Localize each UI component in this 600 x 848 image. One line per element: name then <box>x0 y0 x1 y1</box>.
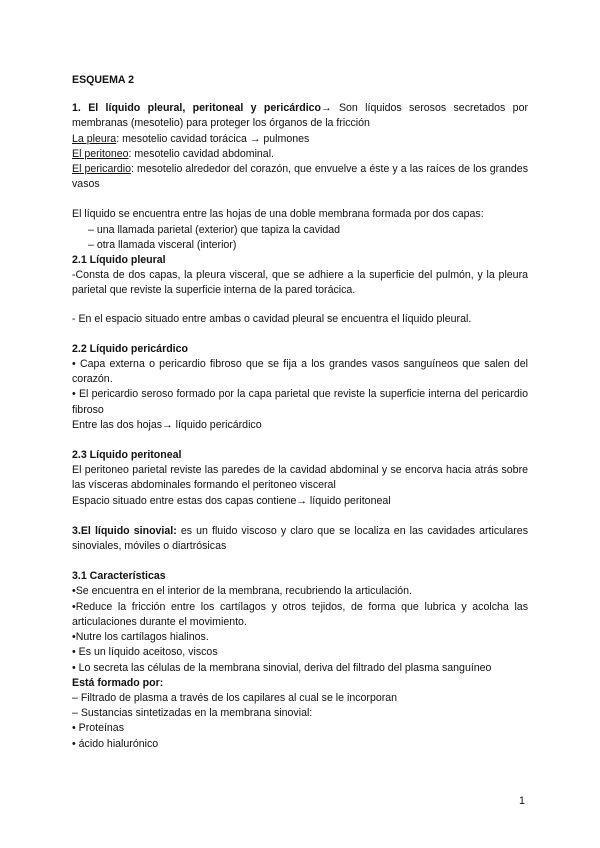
capa-parietal: – una llamada parietal (exterior) que tapiza la cavidad <box>88 223 341 236</box>
pericardio-line <box>72 162 528 192</box>
section-2-2-heading-text: 2.2 Líquido pericárdico <box>72 342 188 355</box>
section-3-heading: 3.El líquido sinovial: <box>72 524 177 537</box>
section-1-intro <box>72 101 528 131</box>
pleura-line <box>72 132 528 147</box>
formado-item: – Sustancias sintetizadas en la membrana sinovial: <box>72 707 313 720</box>
section-3-1-heading <box>72 569 528 584</box>
section-2-1-p1: -Consta de dos capas, la pleura visceral, que se adhiere a la superficie del pulmón, y la pleura parietal que reviste la superficie interna de la pared torácica. <box>72 269 528 297</box>
pericardio-label: El pericardio <box>72 163 132 176</box>
section-3-paragraph <box>72 524 528 554</box>
section-2-2-p3: Entre las dos hojas→ líquido pericárdico <box>72 418 262 431</box>
document-title: ESQUEMA 2 <box>72 74 135 86</box>
formado-heading <box>72 676 528 691</box>
section-2-3-p2: Espacio situado entre estas dos capas contiene→ líquido peritoneal <box>72 494 391 507</box>
peritoneo-text: : mesotelio cavidad abdominal. <box>128 147 274 160</box>
section-2-1-p2: - En el espacio situado entre ambas o cavidad pleural se encuentra el líquido pleural. <box>72 312 472 325</box>
section-2-1-heading <box>72 253 528 268</box>
capa-visceral: – otra llamada visceral (interior) <box>88 238 237 251</box>
section-2-2-heading <box>72 342 528 357</box>
formado-item: • ácido hialurónico <box>72 737 159 750</box>
peritoneo-label: El peritoneo <box>72 147 129 160</box>
peritoneo-line <box>72 147 528 162</box>
pericardio-text: : mesotelio alrededor del corazón, que envuelve a éste y a las raíces de los grandes vasos <box>72 163 528 191</box>
pleura-text: : mesotelio cavidad torácica → pulmones <box>116 132 310 145</box>
section-3-1-heading-text: 3.1 Características <box>72 570 166 583</box>
document-content <box>72 73 528 752</box>
section-2-1-heading-text: 2.1 Líquido pleural <box>72 254 166 267</box>
membrana-paragraph: El líquido se encuentra entre las hojas de una doble membrana formada por dos capas: <box>72 208 484 221</box>
formado-heading-text: Está formado por: <box>72 676 164 689</box>
caracteristica-item: •Se encuentra en el interior de la membrana, recubriendo la articulación. <box>72 585 412 598</box>
formado-item: – Filtrado de plasma a través de los capilares al cual se le incorporan <box>72 691 398 704</box>
section-3-text: es un fluido viscoso y claro que se localiza en las cavidades articulares sinoviales, móviles o diartrósicas <box>72 524 528 553</box>
caracteristica-item: •Nutre los cartílagos hialinos. <box>72 631 209 644</box>
section-1-intro-text: Son líquidos serosos secretados por membranas (mesotelio) para proteger los órganos de la fricción <box>72 102 528 130</box>
formado-item: • Proteínas <box>72 722 124 735</box>
page-number: 1 <box>519 795 525 807</box>
section-2-2-p1: • Capa externa o pericardio fibroso que se fija a los grandes vasos sanguíneos que salen del corazón. <box>72 358 528 386</box>
section-2-2-p2: • El pericardio seroso formado por la capa parietal que reviste la superficie interna del pericardio fibroso <box>72 388 528 416</box>
pleura-label: La pleura <box>72 132 117 145</box>
caracteristica-item: • Lo secreta las células de la membrana sinovial, deriva del filtrado del plasma sanguíneo <box>72 661 492 674</box>
section-2-3-heading-text: 2.3 Líquido peritoneal <box>72 449 182 462</box>
section-2-3-p1: El peritoneo parietal reviste las paredes de la cavidad abdominal y se encorva hacia atrás sobre las vísceras abdominales formando el peritoneo visceral <box>72 464 528 492</box>
caracteristica-item: •Reduce la fricción entre los cartílagos y otros tejidos, de forma que lubrica y acolcha las articulaciones durante el movimiento. <box>72 600 528 628</box>
section-2-3-heading <box>72 448 528 463</box>
caracteristica-item: • Es un líquido aceitoso, viscos <box>72 646 218 659</box>
section-1-heading: 1. El líquido pleural, peritoneal y pericárdico→ <box>72 102 332 115</box>
